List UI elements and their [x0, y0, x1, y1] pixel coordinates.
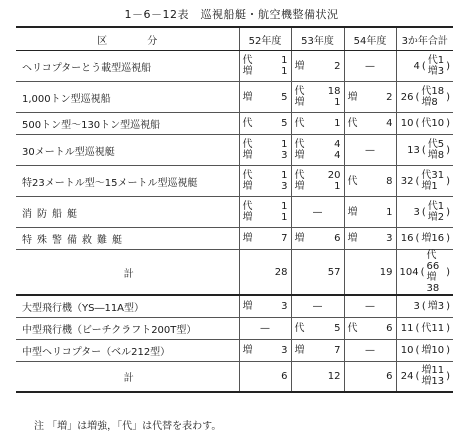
year-cell: [239, 197, 291, 228]
year-cell: [344, 113, 396, 135]
cell-numbers: [274, 233, 288, 244]
cell-pair: [348, 207, 393, 218]
header-year-53: 53年度: [291, 27, 344, 51]
type-label: 増: [294, 150, 305, 161]
cell-value: —: [365, 60, 375, 72]
total-breakdown: [427, 250, 445, 294]
cell-numbers: [327, 118, 341, 129]
cell-numbers: [274, 139, 288, 161]
count-value: 18: [327, 86, 341, 97]
total-wrap: 10 ( 代10 ): [400, 118, 450, 129]
cell-value: —: [365, 300, 375, 312]
total-breakdown: [421, 365, 444, 387]
year-cell: [344, 82, 396, 113]
year-cell: [239, 339, 291, 361]
year-cell: [344, 197, 396, 228]
count-value: 1: [386, 206, 393, 218]
table-row: [16, 51, 453, 82]
year-cell: [291, 228, 344, 250]
cell-pair: [348, 118, 393, 129]
count-value: 7: [281, 233, 288, 244]
count-value: 1: [281, 55, 288, 66]
total-value: 26: [400, 91, 414, 103]
total-cell: [396, 197, 453, 228]
count-value: 4: [334, 139, 341, 150]
total-cell: [396, 295, 453, 317]
year-cell: [239, 295, 291, 317]
total-value: 104: [399, 266, 419, 278]
count-value: 1: [281, 170, 288, 181]
cell-type-labels: [295, 323, 305, 334]
cell-type-labels: [295, 118, 305, 129]
count-value: 6: [334, 233, 341, 244]
cell-pair: [243, 118, 288, 129]
type-label: 代: [294, 322, 305, 334]
type-label: 代: [242, 201, 253, 212]
year-cell: [291, 51, 344, 82]
count-value: 1: [281, 201, 288, 212]
total-wrap: 104 ( 代66 増38 ): [399, 250, 450, 294]
cell-value: —: [365, 344, 375, 356]
type-label: 増: [242, 181, 253, 192]
total-wrap: 11 ( 代11 ): [400, 322, 450, 334]
cell-numbers: [327, 345, 341, 356]
row-category: 500トン型～130トン型巡視船: [16, 113, 239, 135]
type-label: 代: [242, 170, 253, 181]
count-value: 3: [281, 181, 288, 192]
cell-type-labels: [243, 55, 253, 77]
cell-pair: [295, 118, 341, 129]
footnote: 注 「増」は増強，「代」は代替を表わす。: [34, 421, 222, 432]
cell-pair: [295, 323, 341, 334]
year-cell: [344, 51, 396, 82]
cell-type-labels: [243, 170, 253, 192]
type-label: 増: [242, 91, 253, 103]
cell-pair: [243, 92, 288, 103]
table-row: [16, 339, 453, 361]
breakdown-item: 増11: [421, 365, 445, 377]
cell-type-labels: [295, 345, 305, 356]
type-label: 代: [347, 322, 358, 334]
type-label: 増: [294, 60, 305, 72]
cell-numbers: [327, 61, 341, 72]
total-value: 13: [407, 144, 420, 156]
year-cell: [291, 166, 344, 197]
cell-type-labels: [348, 323, 358, 334]
breakdown-item: 増1: [421, 181, 438, 192]
type-label: 増: [294, 233, 305, 244]
breakdown-item: 代31: [421, 170, 445, 181]
total-value: 24: [400, 370, 414, 382]
cell-pair: [295, 61, 341, 72]
type-label: 増: [242, 150, 253, 161]
total-wrap: 13 ( 代5 増8 ): [407, 139, 450, 161]
breakdown-item: 増38: [426, 272, 440, 294]
count-value: 3: [281, 344, 288, 356]
breakdown-item: 増10: [421, 344, 445, 356]
cell-numbers: [379, 176, 393, 187]
year-cell: [291, 339, 344, 361]
cell-type-labels: [295, 233, 305, 244]
total-value: 3: [413, 300, 420, 312]
count-value: 8: [386, 175, 393, 187]
total-cell: [396, 361, 453, 392]
year-cell: [344, 166, 396, 197]
cell-numbers: [327, 86, 341, 108]
year-cell: [291, 295, 344, 317]
total-wrap: 16 ( 増16 ): [400, 233, 450, 244]
year-cell: [291, 135, 344, 166]
table-row: [16, 317, 453, 339]
cell-pair: [295, 170, 341, 192]
row-category: 中型ヘリコプター（ベル212型）: [16, 339, 239, 361]
total-breakdown: [421, 86, 444, 108]
cell-numbers: [274, 345, 288, 356]
cell-type-labels: [295, 139, 305, 161]
count-value: 4: [334, 150, 341, 161]
count-value: 2: [386, 91, 393, 103]
year-cell: [239, 250, 291, 296]
count-value: 6: [386, 322, 393, 334]
cell-value: —: [365, 144, 375, 156]
cell-value: 6: [386, 370, 393, 382]
total-value: 3: [413, 206, 420, 218]
type-label: 増: [242, 344, 253, 356]
cell-pair: [295, 345, 341, 356]
year-cell: [291, 197, 344, 228]
cell-numbers: [379, 323, 393, 334]
total-wrap: 24 ( 増11 増13 ): [400, 365, 450, 388]
cell-value: —: [312, 300, 323, 312]
breakdown-item: 増3: [427, 66, 445, 77]
total-breakdown: [428, 301, 444, 312]
total-wrap: 10 ( 増10 ): [400, 344, 450, 356]
count-value: 2: [334, 60, 341, 72]
count-value: 7: [334, 344, 341, 356]
total-breakdown: [428, 201, 444, 223]
type-label: 増: [347, 206, 358, 218]
type-label: 代: [242, 118, 253, 129]
row-category: ヘリコプターとう載型巡視船: [16, 51, 239, 82]
row-category: 30メートル型巡視艇: [16, 135, 239, 166]
cell-value: 6: [281, 370, 288, 382]
type-label: 代: [347, 118, 358, 129]
total-value: 4: [413, 60, 420, 72]
breakdown-item: 代5: [427, 139, 445, 150]
cell-pair: [243, 233, 288, 244]
cell-pair: [243, 55, 288, 77]
total-value: 10: [400, 118, 414, 129]
cell-value: 57: [327, 266, 341, 278]
table-row: [16, 135, 453, 166]
count-value: 1: [334, 181, 341, 192]
total-breakdown: [421, 323, 444, 334]
row-category: 特23メートル型～15メートル型巡視艇: [16, 166, 239, 197]
year-cell: [291, 317, 344, 339]
count-value: 3: [386, 233, 393, 244]
breakdown-item: 代1: [427, 55, 445, 66]
total-cell: [396, 113, 453, 135]
header-year-54: 54年度: [344, 27, 396, 51]
type-label: 増: [242, 233, 253, 244]
count-value: 3: [281, 300, 288, 312]
table-row: [16, 361, 453, 392]
cell-numbers: [379, 233, 393, 244]
total-breakdown: [421, 345, 444, 356]
count-value: 1: [281, 212, 288, 223]
year-cell: [291, 82, 344, 113]
total-cell: [396, 339, 453, 361]
row-category: 大型飛行機（YS―11A型）: [16, 295, 239, 317]
year-cell: [291, 250, 344, 296]
breakdown-item: 代10: [421, 118, 445, 129]
count-value: 5: [281, 118, 288, 129]
table-row: [16, 82, 453, 113]
cell-type-labels: [348, 176, 358, 187]
cell-value: 12: [327, 370, 341, 382]
count-value: 5: [281, 91, 288, 103]
cell-numbers: [327, 139, 341, 161]
header-total: 3か年合計: [396, 27, 453, 51]
cell-type-labels: [348, 207, 358, 218]
year-cell: [239, 317, 291, 339]
cell-type-labels: [243, 118, 253, 129]
total-value: 16: [400, 233, 414, 244]
cell-type-labels: [243, 92, 253, 103]
year-cell: [239, 135, 291, 166]
cell-type-labels: [295, 170, 305, 192]
header-category: 区 分: [16, 27, 239, 51]
cell-pair: [243, 170, 288, 192]
type-label: 増: [347, 91, 358, 103]
year-cell: [291, 113, 344, 135]
cell-pair: [348, 92, 393, 103]
cell-pair: [348, 233, 393, 244]
table-row: [16, 166, 453, 197]
type-label: 増: [294, 344, 305, 356]
breakdown-item: 増16: [421, 233, 445, 244]
breakdown-item: 代1: [427, 201, 445, 212]
table-row: [16, 228, 453, 250]
header-row: [16, 27, 453, 51]
type-label: 増: [294, 97, 305, 108]
cell-type-labels: [243, 139, 253, 161]
count-value: 1: [334, 118, 341, 129]
total-breakdown: [421, 170, 444, 192]
count-value: 5: [334, 322, 341, 334]
year-cell: [344, 228, 396, 250]
total-breakdown: [421, 118, 444, 129]
count-value: 1: [281, 66, 288, 77]
year-cell: [344, 135, 396, 166]
cell-numbers: [274, 301, 288, 312]
cell-type-labels: [348, 92, 358, 103]
breakdown-item: 増2: [427, 212, 445, 223]
total-wrap: 4 ( 代1 増3 ): [413, 55, 450, 77]
cell-type-labels: [243, 233, 253, 244]
cell-pair: [243, 139, 288, 161]
type-label: 代: [294, 86, 305, 97]
type-label: 代: [347, 175, 358, 187]
total-breakdown: [421, 233, 444, 244]
cell-numbers: [327, 170, 341, 192]
table-row: [16, 197, 453, 228]
table-row: [16, 113, 453, 135]
total-cell: [396, 317, 453, 339]
count-value: 1: [334, 97, 341, 108]
total-cell: [396, 166, 453, 197]
cell-numbers: [379, 118, 393, 129]
cell-type-labels: [295, 61, 305, 72]
type-label: 代: [242, 55, 253, 66]
cell-numbers: [274, 55, 288, 77]
count-value: 4: [386, 118, 393, 129]
year-cell: [239, 51, 291, 82]
year-cell: [344, 250, 396, 296]
cell-numbers: [327, 233, 341, 244]
cell-pair: [243, 201, 288, 223]
total-cell: [396, 82, 453, 113]
total-wrap: 26 ( 代18 増8 ): [400, 86, 450, 108]
cell-numbers: [274, 92, 288, 103]
cell-type-labels: [348, 118, 358, 129]
total-cell: [396, 250, 453, 296]
table-row: [16, 295, 453, 317]
year-cell: [239, 228, 291, 250]
year-cell: [344, 361, 396, 392]
cell-pair: [243, 301, 288, 312]
breakdown-item: 増8: [427, 150, 445, 161]
type-label: 増: [242, 66, 253, 77]
type-label: 増: [294, 181, 305, 192]
row-category: 計: [16, 361, 239, 392]
cell-numbers: [379, 207, 393, 218]
cell-pair: [295, 86, 341, 108]
breakdown-item: 増3: [427, 300, 445, 312]
year-cell: [239, 361, 291, 392]
total-value: 11: [400, 322, 414, 334]
year-cell: [291, 361, 344, 392]
row-category: 中型飛行機（ビーチクラフト200T型）: [16, 317, 239, 339]
row-category: 計: [16, 250, 239, 296]
cell-pair: [348, 176, 393, 187]
breakdown-item: 代66: [426, 250, 440, 272]
table-row: [16, 250, 453, 296]
row-category: 消防船艇: [16, 197, 239, 228]
total-wrap: 3 ( 増3 ): [413, 300, 450, 312]
total-cell: [396, 51, 453, 82]
cell-value: 19: [379, 266, 393, 278]
year-cell: [344, 339, 396, 361]
count-value: 1: [281, 139, 288, 150]
count-value: 20: [327, 170, 341, 181]
cell-value: —: [260, 322, 270, 334]
type-label: 代: [294, 139, 305, 150]
cell-numbers: [327, 323, 341, 334]
total-breakdown: [428, 55, 444, 77]
cell-pair: [295, 139, 341, 161]
row-category: 1,000トン型巡視船: [16, 82, 239, 113]
count-value: 3: [281, 150, 288, 161]
year-cell: [239, 82, 291, 113]
total-wrap: 3 ( 代1 増2 ): [413, 201, 450, 223]
cell-value: —: [312, 206, 323, 218]
breakdown-item: 代11: [421, 322, 445, 334]
type-label: 代: [294, 118, 305, 129]
type-label: 増: [347, 233, 358, 244]
breakdown-item: 増13: [421, 376, 445, 388]
cell-type-labels: [295, 86, 305, 108]
year-cell: [239, 113, 291, 135]
cell-type-labels: [243, 301, 253, 312]
total-value: 10: [400, 344, 414, 356]
cell-numbers: [274, 118, 288, 129]
cell-numbers: [274, 201, 288, 223]
total-breakdown: [428, 139, 444, 161]
total-cell: [396, 228, 453, 250]
type-label: 代: [294, 170, 305, 181]
cell-pair: [295, 233, 341, 244]
year-cell: [344, 317, 396, 339]
breakdown-item: 代18: [421, 86, 445, 97]
year-cell: [344, 295, 396, 317]
row-category: 特殊警備救難艇: [16, 228, 239, 250]
cell-value: 28: [274, 266, 288, 278]
total-value: 32: [400, 175, 414, 187]
maintenance-table: [16, 26, 453, 393]
cell-numbers: [274, 170, 288, 192]
type-label: 代: [242, 139, 253, 150]
header-year-52: 52年度: [239, 27, 291, 51]
total-wrap: 32 ( 代31 増1 ): [400, 170, 450, 192]
cell-type-labels: [243, 345, 253, 356]
table-title: 1－6－12表 巡視船艇・航空機整備状況: [124, 8, 339, 21]
breakdown-item: 増8: [421, 97, 438, 108]
cell-type-labels: [243, 201, 253, 223]
total-cell: [396, 135, 453, 166]
type-label: 増: [242, 300, 253, 312]
cell-pair: [348, 323, 393, 334]
type-label: 増: [242, 212, 253, 223]
cell-numbers: [379, 92, 393, 103]
year-cell: [239, 166, 291, 197]
cell-pair: [243, 345, 288, 356]
cell-type-labels: [348, 233, 358, 244]
